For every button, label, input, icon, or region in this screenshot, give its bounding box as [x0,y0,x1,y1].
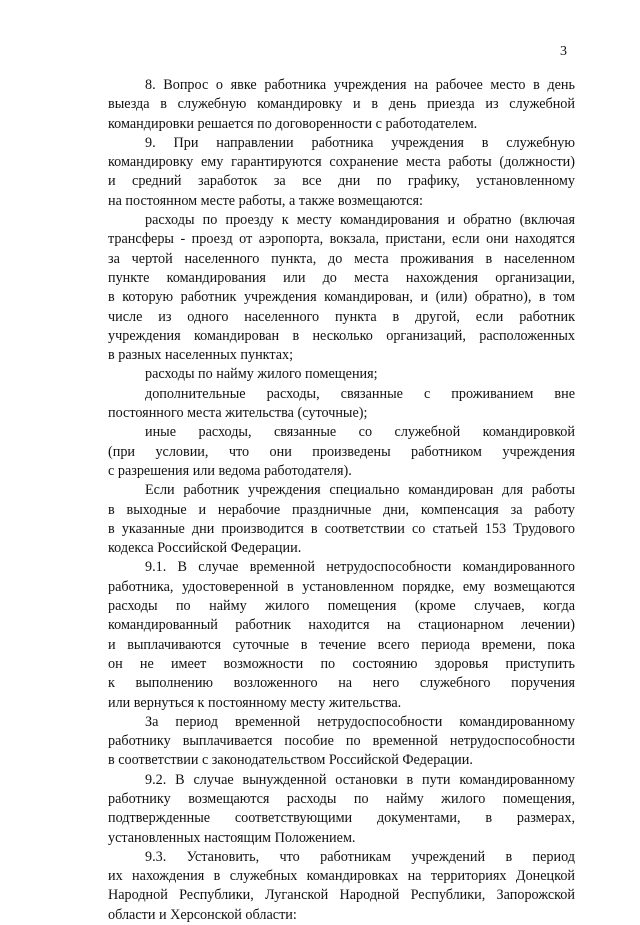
text-line: их нахождения в служебных командировках на территориях Донецкой [108,868,575,885]
text-line: с разрешения или ведома работодателя). [108,462,352,479]
text-line: дополнительные расходы, связанные с проживанием вне [145,385,575,402]
text-line: области и Херсонской области: [108,906,297,923]
text-line: 9. При направлении работника учреждения в служебную [145,134,575,151]
text-line: в выходные и нерабочие праздничные дни, компенсация за работу [108,501,575,518]
paragraph-8 [108,76,575,134]
paragraph-9-per-diem [108,385,575,424]
page-number: 3 [560,44,567,59]
text-line: пункте командирования или до места нахождения организации, [108,269,575,286]
text-line: или вернуться к постоянному месту жительства. [108,694,402,711]
text-line: командированный работник находится на стационарном лечении) [108,617,575,634]
text-line: Если работник учреждения специально командирован для работы [145,482,575,499]
text-line: командировки решается по договоренности с работодателем. [108,115,478,132]
text-line: 9.2. В случае вынужденной остановки в пути командированному [145,771,575,788]
document-body [108,76,575,925]
text-line: и средний заработок за все дни по графику, установленному [108,173,575,190]
text-line: работнику выплачивается пособие по временной нетрудоспособности [108,733,575,750]
text-line: учреждения командирован в несколько организаций, расположенных [108,327,575,344]
text-line: постоянного места жительства (суточные); [108,405,368,422]
text-line: выезда в служебную командировку и в день приезда из служебной [108,96,575,113]
text-line: к выполнению возложенного на него служебного поручения [108,675,575,692]
paragraph-9-weekend-work [108,481,575,558]
text-line: в соответствии с законодательством Российской Федерации. [108,752,473,769]
paragraph-9 [108,134,575,211]
text-line: работника, удостоверенной в установленном порядке, ему возмещаются [108,578,575,595]
text-line: установленных настоящим Положением. [108,829,356,846]
text-line: командировку ему гарантируются сохранение места работы (должности) [108,154,575,171]
text-line: на постоянном месте работы, а также возмещаются: [108,192,423,209]
paragraph-9-1 [108,558,575,712]
paragraph-9-2 [108,771,575,848]
paragraph-9-other-expenses [108,423,575,481]
text-line: расходы по проезду к месту командирования и обратно (включая [145,212,575,229]
text-line: кодекса Российской Федерации. [108,540,302,557]
text-line: расходы по найму жилого помещения (кроме случаев, когда [108,598,575,615]
text-line: За период временной нетрудоспособности командированному [145,713,575,730]
text-line: расходы по найму жилого помещения; [145,366,378,383]
text-line: 9.1. В случае временной нетрудоспособности командированного [145,559,575,576]
paragraph-9-1-benefit [108,713,575,771]
text-line: 9.3. Установить, что работникам учреждений в период [145,848,575,865]
paragraph-9-housing-expenses [108,365,575,384]
text-line: и выплачиваются суточные в течение всего периода времени, пока [108,636,575,653]
text-line: (при условии, что они произведены работником учреждения [108,443,575,460]
paragraph-9-3 [108,848,575,925]
text-line: он не имеет возможности по состоянию здоровья приступить [108,655,575,672]
text-line: числе из одного населенного пункта в другой, если работник [108,308,575,325]
text-line: за чертой населенного пункта, до места проживания в населенном [108,250,575,267]
text-line: Народной Республики, Луганской Народной Республики, Запорожской [108,887,575,904]
text-line: 8. Вопрос о явке работника учреждения на рабочее место в день [145,77,575,93]
text-line: трансферы - проезд от аэропорта, вокзала, пристани, если они находятся [108,231,575,248]
text-line: в которую работник учреждения командирован, и (или) обратно), в том [108,289,575,306]
text-line: в разных населенных пунктах; [108,347,294,364]
text-line: иные расходы, связанные со служебной командировкой [145,424,575,441]
text-line: в указанные дни производится в соответствии со статьей 153 Трудового [108,520,575,537]
paragraph-9-travel-expenses [108,211,575,365]
text-line: работнику возмещаются расходы по найму жилого помещения, [108,790,575,807]
text-line: подтвержденные соответствующими документами, в размерах, [108,810,575,827]
